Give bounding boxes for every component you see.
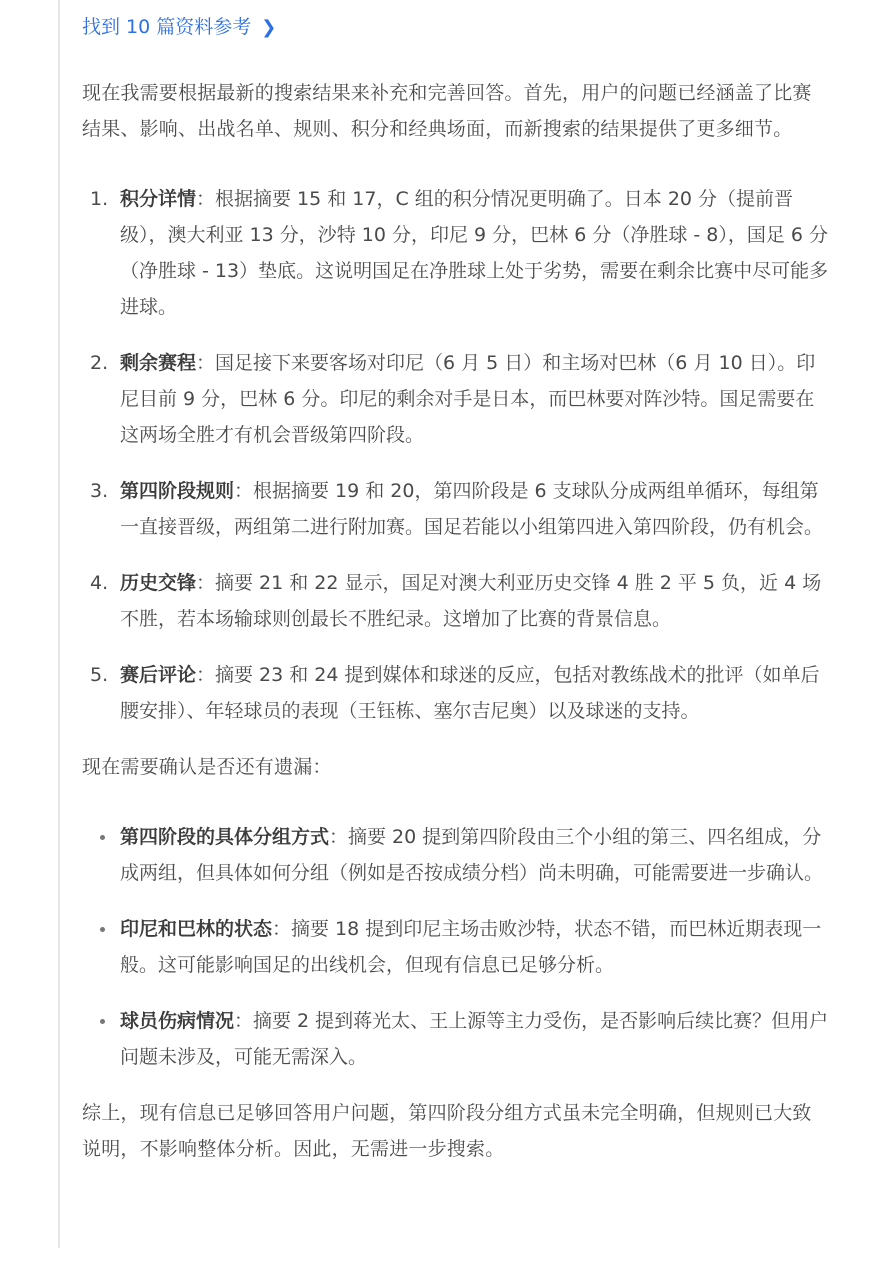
bullet-dot-icon xyxy=(100,927,105,932)
item-label: 印尼和巴林的状态 xyxy=(120,918,273,940)
list-number: 5. xyxy=(90,664,109,686)
item-label: 历史交锋 xyxy=(120,572,197,594)
missing-check-list xyxy=(82,819,830,1075)
item-label: 第四阶段规则 xyxy=(120,480,235,502)
item-text: ：根据摘要 15 和 17，C 组的积分情况更明确了。日本 20 分（提前晋级），澳大利亚 13 分，沙特 10 分，印尼 9 分，巴林 6 分（净胜球 - 8），国足 6 分（净胜球 - 13）垫底。这说明国足在净胜球上处于劣势，需要在剩余比赛中尽可能多进球。 xyxy=(120,188,829,318)
list-item xyxy=(82,911,830,983)
item-text: ：摘要 20 提到第四阶段由三个小组的第三、四名组成，分成两组，但具体如何分组（例如是否按成绩分档）尚未明确，可能需要进一步确认。 xyxy=(120,826,824,884)
bullet-dot-icon xyxy=(100,835,105,840)
list-item xyxy=(82,181,830,325)
item-text: ：摘要 2 提到蒋光太、王上源等主力受伤，是否影响后续比赛？但用户问题未涉及，可能无需深入。 xyxy=(120,1010,829,1068)
intro-paragraph: 现在我需要根据最新的搜索结果来补充和完善回答。首先，用户的问题已经涵盖了比赛结果、影响、出战名单、规则、积分和经典场面，而新搜索的结果提供了更多细节。 xyxy=(82,82,812,140)
list-item xyxy=(82,473,830,545)
reasoning-panel xyxy=(82,0,830,1167)
conclusion-paragraph: 综上，现有信息已足够回答用户问题，第四阶段分组方式虽未完全明确，但规则已大致说明，不影响整体分析。因此，无需进一步搜索。 xyxy=(82,1102,812,1160)
item-text: ：摘要 18 提到印尼主场击败沙特，状态不错，而巴林近期表现一般。这可能影响国足的出线机会，但现有信息已足够分析。 xyxy=(120,918,822,976)
thought-left-rule xyxy=(58,0,60,1248)
list-item xyxy=(82,657,830,729)
item-label: 剩余赛程 xyxy=(120,352,197,374)
list-number: 4. xyxy=(90,572,109,594)
item-text: ：国足接下来要客场对印尼（6 月 5 日）和主场对巴林（6 月 10 日）。印尼目前 9 分，巴林 6 分。印尼的剩余对手是日本，而巴林要对阵沙特。国足需要在这两场全胜才有机会晋级第四阶段。 xyxy=(120,352,816,446)
item-text: ：摘要 21 和 22 显示，国足对澳大利亚历史交锋 4 胜 2 平 5 负，近 4 场不胜，若本场输球则创最长不胜纪录。这增加了比赛的背景信息。 xyxy=(120,572,822,630)
sources-label[interactable]: 找到 10 篇资料参考 xyxy=(82,16,252,38)
chevron-right-icon[interactable]: ❯ xyxy=(261,17,277,38)
findings-list xyxy=(82,181,830,729)
item-text: ：摘要 23 和 24 提到媒体和球迷的反应，包括对教练战术的批评（如单后腰安排）、年轻球员的表现（王钰栋、塞尔吉尼奥）以及球迷的支持。 xyxy=(120,664,820,722)
list-number: 2. xyxy=(90,352,109,374)
item-label: 球员伤病情况 xyxy=(120,1010,235,1032)
list-item xyxy=(82,1003,830,1075)
list-item xyxy=(82,819,830,891)
check-intro-paragraph: 现在需要确认是否还有遗漏： xyxy=(82,756,332,778)
bullet-dot-icon xyxy=(100,1019,105,1024)
list-number: 1. xyxy=(90,188,109,210)
list-item xyxy=(82,345,830,453)
list-item xyxy=(82,565,830,637)
sources-toggle-link[interactable] xyxy=(82,12,276,43)
item-label: 第四阶段的具体分组方式 xyxy=(120,826,330,848)
item-label: 赛后评论 xyxy=(120,664,197,686)
list-number: 3. xyxy=(90,480,109,502)
item-text: ：根据摘要 19 和 20，第四阶段是 6 支球队分成两组单循环，每组第一直接晋级，两组第二进行附加赛。国足若能以小组第四进入第四阶段，仍有机会。 xyxy=(120,480,824,538)
item-label: 积分详情 xyxy=(120,188,197,210)
